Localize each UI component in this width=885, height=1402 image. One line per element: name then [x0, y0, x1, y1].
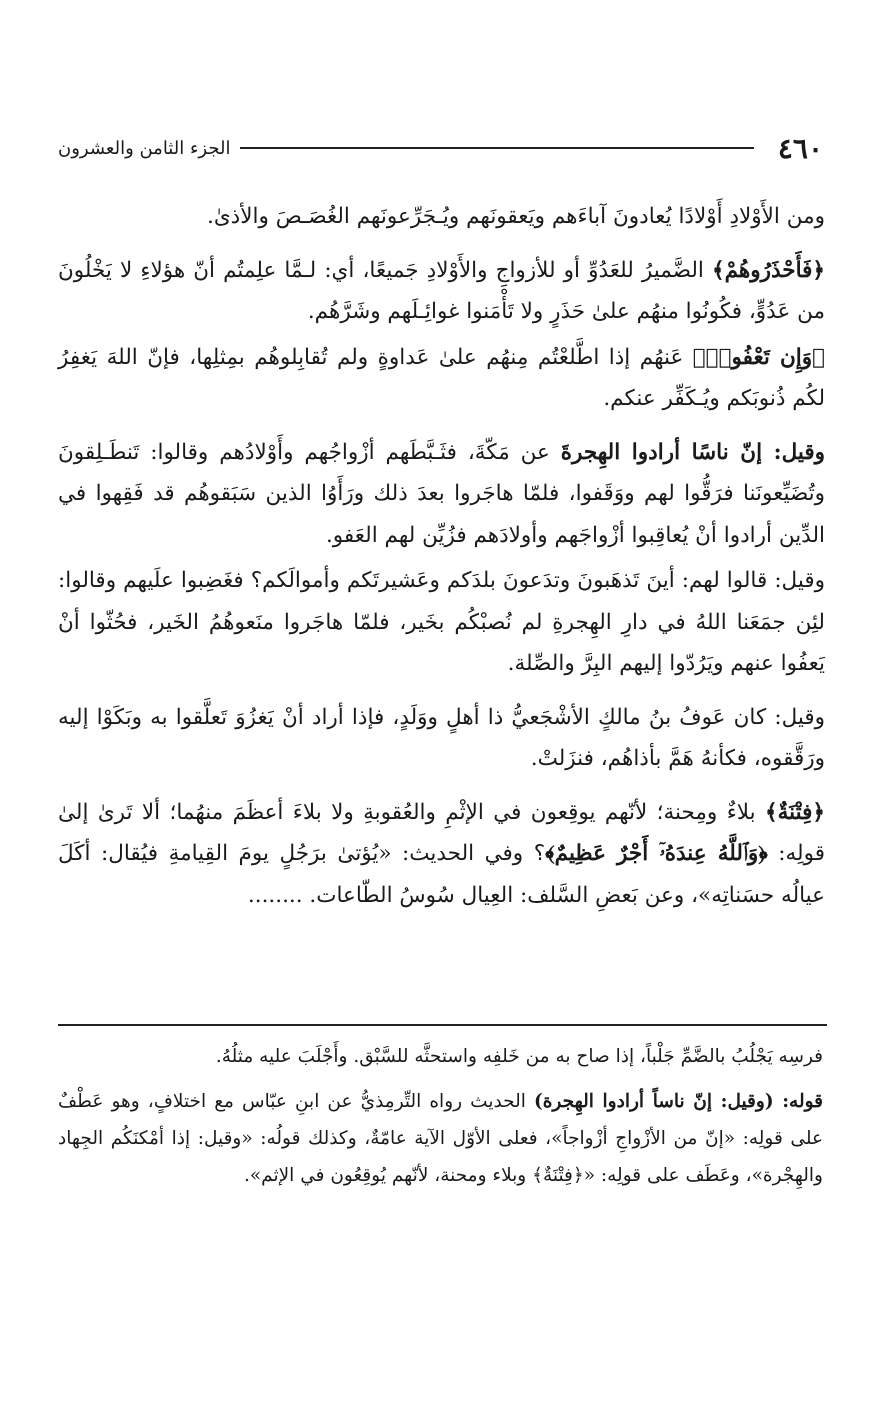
paragraph-1-text: ومن الأَوْلادِ أَوْلادًا يُعادونَ آباءَهم ويَعقونَهم ويُـجَرِّعونَهم الغُصَـصَ والأذىٰ.	[207, 204, 825, 229]
paragraph-2	[58, 250, 825, 333]
footnote-2-text: الحديث رواه التِّرمِذيُّ عن ابنِ عبّاس مع اختلافٍ، وهو عَطْفٌ على قولِه: «إنّ من الأزْواجِ أزْواجاً»، فعلى الأوّل الآية عامّةٌ، وكذلك قولُه: «وقيل: إذا أمْكنَكُم الجِهاد والهِجْرة»، وعَطَف على قولِه: «﴿فِتْنَةٌ﴾ وبلاء ومحنة، لأنّهم يُوقِعُون في الإثم».	[58, 1091, 823, 1186]
main-text	[58, 196, 825, 928]
quran-quote: ﴿فِتْنَةٌ﴾	[765, 799, 825, 825]
quran-quote: ﴿وَٱللَّهُ عِندَهُۥٓ أَجْرٌ عَظِيمٌ﴾	[545, 841, 768, 866]
paragraph-4	[58, 432, 825, 557]
paragraph-6-text: وقيل: كان عَوفُ بنُ مالكٍ الأشْجَعيُّ ذا أهلٍ ووَلَدٍ، فإذا أراد أنْ يَغزُوَ تَعلَّقوا به وبَكَوْا إليه ورَقَّقوه، فكأنهُ هَمَّ بأذاهُم، فنزَلتْ.	[58, 704, 825, 771]
footnote-2	[58, 1083, 823, 1194]
footnote-1-text: فرسِه يَجْلُبُ بالضَّمِّ جَلْباً، إذا صاح به من خَلفِه واستحثَّه للسَّبْق. وأَجْلَبَ عليه مثلُهُ.	[215, 1046, 823, 1067]
paragraph-5-text: وقيل: قالوا لهم: أينَ تَذهَبونَ وتدَعونَ بلدَكم وعَشيرتَكم وأموالَكم؟ فغَضِبوا علَيهم وقالوا: لئِن جمَعَنا اللهُ في دارِ الهِجرةِ لم نُصبْكُم بخَير، فلمّا هاجَروا منَعوهُمُ الخَير، فحُثّوا أنْ يَعفُوا عنهم ويَرُدّوا إليهم البِرَّ والصِّلة.	[58, 568, 825, 676]
footnote-2-lead: قوله: (وقيل: إنّ ناساً أرادوا الهِجرة)	[533, 1091, 824, 1112]
paragraph-3	[58, 337, 825, 420]
footnote-rule	[58, 1024, 827, 1026]
paragraph-1	[58, 196, 825, 238]
running-title: الجزء الثامن والعشرون	[58, 137, 231, 159]
paragraph-7-text-2: ؟ وفي الحديث: «يُؤتىٰ برَجُلٍ يومَ القِيامةِ فيُقال: أكَلَ عيالُه حسَناتِه»، وعن بَعضِ السَّلف: العِيال سُوسُ الطّاعات. ........	[58, 841, 825, 908]
footnote-1	[58, 1038, 823, 1075]
quran-quote: ﴿فَأَحْذَرُوهُمْ﴾	[711, 257, 825, 283]
paragraph-6	[58, 697, 825, 780]
footnotes	[58, 1038, 823, 1202]
paragraph-5	[58, 560, 825, 685]
paragraph-7	[58, 792, 825, 917]
page-number: ٤٦٠	[777, 131, 823, 165]
paragraph-4-lead: وقيل: إنّ ناسًا أرادوا الهِجرةَ	[560, 439, 825, 465]
paragraph-7-text-1: بلاءٌ ومِحنة؛ لأنّهم يوقِعون في الإثْمِ والعُقوبةِ ولا بلاءَ أعظَمَ منهُما؛ ألا تَرىٰ إلىٰ قولِه:	[58, 799, 825, 866]
paragraph-4-text: عن مَكّةَ، فثَـبَّطَهم أزْواجُهم وأَوْلادُهم وقالوا: تَنطَـلِقونَ وتُضَيِّعونَنا فرَقُّوا لهم ووَقَفوا، فلمّا هاجَروا بعدَ ذلك ورَأَوُا الذين سَبَقوهُم قد فَقِهوا في الدِّين أرادوا أنْ يُعاقِبوا أزْواجَهم وأولادَهم فزُيِّن لهم العَفو.	[58, 439, 825, 548]
paragraph-2-text: الضَّميرُ للعَدُوِّ أو للأزواجِ والأَوْلادِ جَميعًا، أي: لـمَّا علِمتُم أنّ هؤلاءِ لا يَخْلُونَ من عَدُوٍّ، فكُونُوا منهُم علىٰ حَذَرٍ ولا تَأْمَنوا غوائِـلَهم وشَرَّهُم.	[58, 257, 825, 324]
header-rule	[240, 147, 753, 149]
running-header	[58, 128, 823, 168]
quran-quote: ﴿وَإِن تَعْفُوا۟﴾	[692, 344, 826, 370]
paragraph-3-text: عَنهُم إذا اطَّلعْتُم مِنهُم علىٰ عَداوةٍ ولم تُقابِلوهُم بمِثلِها، فإنّ اللهَ يَغفِرُ لكُم ذُنوبَكم ويُـكَفِّر عنكم.	[58, 344, 825, 411]
